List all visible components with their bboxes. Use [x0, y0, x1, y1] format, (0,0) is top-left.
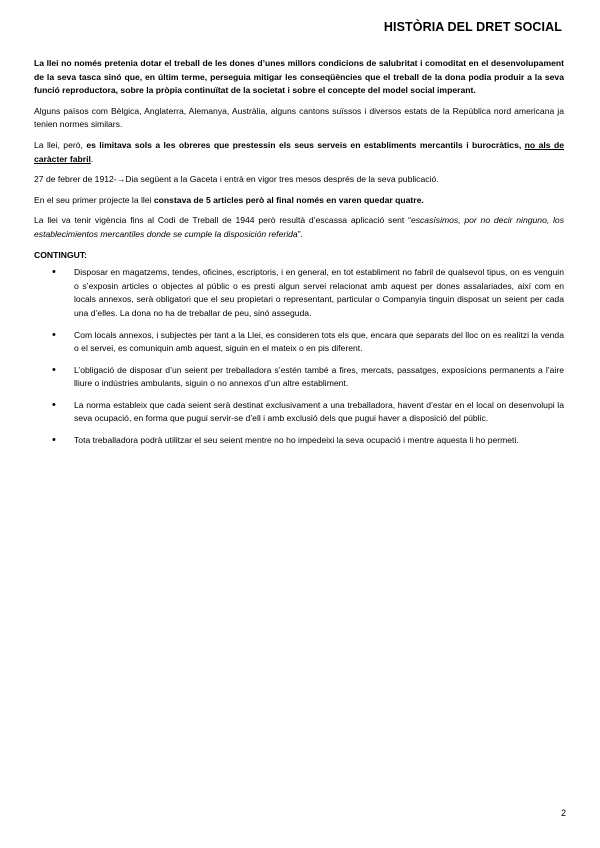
scope-text-end: . — [90, 153, 94, 164]
page-header-title: HISTÒRIA DEL DRET SOCIAL — [383, 20, 562, 34]
paragraph-scope — [34, 139, 564, 166]
validity-text-lead: La llei va tenir vigència fins al Codi de Treball de 1944 però resultà d’escassa aplicació sent “ — [34, 215, 411, 226]
validity-text-end: ”. — [297, 228, 303, 239]
list-item — [34, 434, 564, 448]
list-item-text: Disposar en magatzems, tendes, oficines, escriptoris, i en general, en tot establiment no fabril de qualsevol tipus, on es venguin o s’exposin articles o objectes al públic o es presti algun servei relacionat amb aquest per dones assalariades, així com en locals annexos, serà obligatori que el seu propietari o representant, particular o Companyia tinguin disposat un seient per cada una d’elles. La dona no ha de treballar de peu, sinó asseguda. — [74, 267, 564, 318]
bullet-icon: • — [52, 328, 56, 341]
paragraph-countries: Alguns països com Bèlgica, Anglaterra, Alemanya, Austràlia, alguns cantons suïssos i diversos estats de la República nord americana ja tenien normes similars. — [34, 105, 564, 130]
bullet-icon: • — [52, 363, 56, 376]
validity-text-quote: escasísimos, por no decir ninguno, los establecimientos mercantiles donde se cumple la disposición referida — [34, 215, 564, 239]
list-item-text: L’obligació de disposar d’un seient per treballadora s’estén també a fires, mercats, passatges, exposicions permanents a l’aire lliure o indústries ambulants, siguin o no annexos d’un altre establiment. — [74, 364, 564, 389]
list-item — [34, 329, 564, 356]
paragraph-intro: La llei no només pretenia dotar el treball de les dones d’unes millors condicions de salubritat i comoditat en el desenvolupament de la seva tasca sinó que, en últim terme, perseguia mitigar les conseqüències que el treball de la dona podia produir a la seva funció reproductora, sobre la pròpia continuïtat de la societat i sobre el concepte del model social imperant. — [34, 58, 564, 96]
section-heading-contingut: CONTINGUT: — [34, 249, 87, 260]
paragraph-project — [34, 194, 564, 208]
bullet-icon: • — [52, 434, 56, 447]
list-item-text: La norma estableix que cada seient serà destinat exclusivament a una treballadora, havent d’estar en el local on desenvolupi la seva ocupació, en forma que pugui servir-se d’ell i amb exclusió dels que pugui haver a disposició del públic. — [74, 399, 564, 424]
list-item-text: Tota treballadora podrà utilitzar el seu seient mentre no ho impedeixi la seva ocupació i mentre aquesta li ho permeti. — [74, 435, 519, 446]
bullet-icon: • — [52, 266, 56, 279]
list-item-text: Com locals annexos, i subjectes per tant a la Llei, es consideren tots els que, encara que separats del lloc on es realitzi la venda o el servei, es comuniquin amb aquest, siguin en el mateix o en pis diferent. — [74, 329, 564, 354]
paragraph-date: 27 de febrer de 1912-→Dia següent a la Gaceta i entrà en vigor tres mesos després de la seva publicació. — [34, 174, 439, 185]
scope-text-underlined: no als de caràcter fabril — [34, 139, 564, 164]
scope-text-lead: La llei, però, — [34, 139, 87, 150]
list-item — [34, 266, 564, 320]
project-text-lead: En el seu primer projecte la llei — [34, 194, 154, 205]
paragraph-validity — [34, 214, 564, 241]
list-item — [34, 364, 564, 391]
contingut-list — [34, 266, 564, 448]
list-item — [34, 399, 564, 426]
bullet-icon: • — [52, 398, 56, 411]
project-text-bold: constava de 5 articles però al final només en varen quedar quatre. — [153, 194, 424, 205]
scope-text-bold: es limitava sols a les obreres que prestessin els seus serveis en establiments mercantils i burocràtics, — [86, 139, 525, 150]
page-number: 2 — [560, 808, 566, 818]
document-body — [34, 57, 564, 456]
